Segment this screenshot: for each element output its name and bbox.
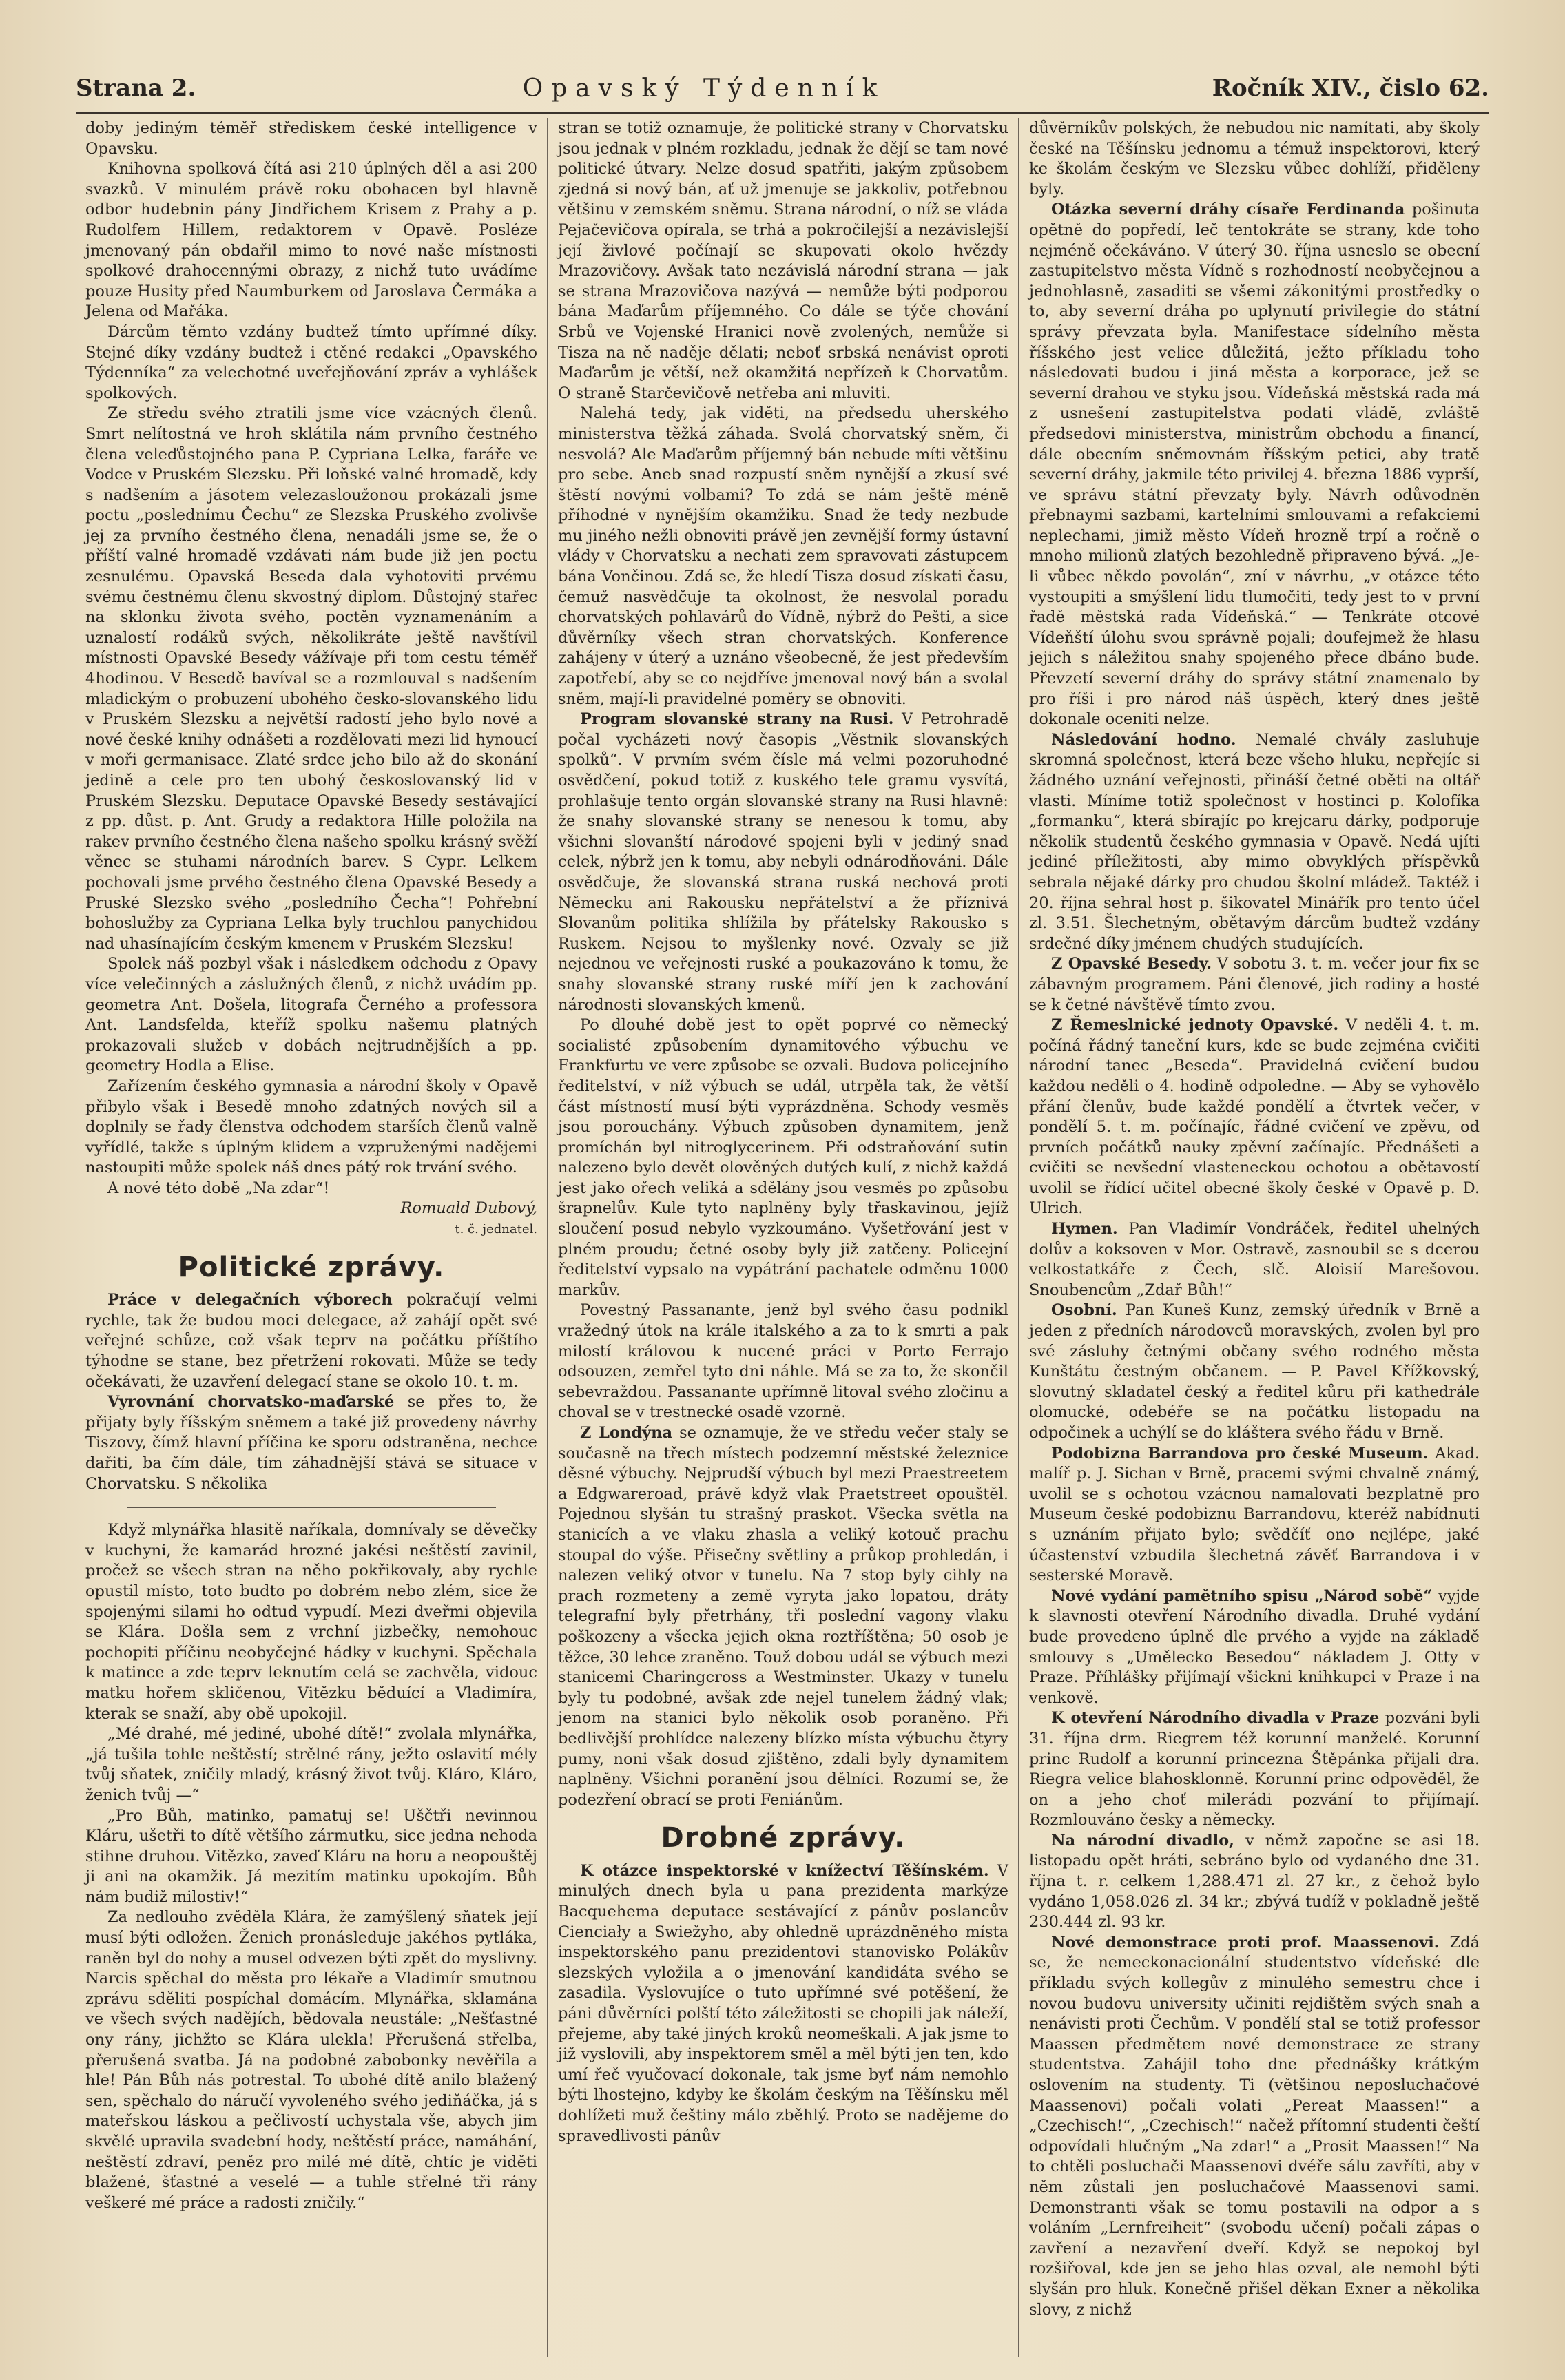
paragraph [1029, 1301, 1480, 1443]
paragraph [1029, 1444, 1480, 1586]
paragraph [1029, 1586, 1480, 1709]
column-1 [76, 118, 547, 2357]
paragraph-text: se oznamuje, že ve středu večer staly se současně na třech místech podzemní městské železnice děsné výbuchy. Nejprudší výbuch byl mezi Praestreetem a Edgwareroad, právě když vlak Praetstreet opouštěl. Pojednou slyšán tu strašný praskot. Všecka světla na stanicích a ve vlaku zhasla a veliký kotouč prachu stoupal do výše. Přisečny světliny a průkop prohledán, i nalezen veliký otvor v tunelu. Na 7 stop byly cihly na prach rozmeteny a země vyryta jako lopatou, dráty telegrafní byly přetrhány, tři poslední vagony vlaku poškozeny a všecka jejich okna roztříštěna; 50 osob je těžce, 30 lehce zraněno. Touž dobou udál se výbuch mezi stanicemi Charingcross a Westminster. Ukazy v tunelu byly tu podobné, avšak zde nejel tunelem žádný vlak; jenom na stanici bylo několik osob poraněno. Při bedlivější prohlídce nalezeny blízko místa výbuchu čtyry pumy, noni však dosud zjištěno, zdali byly dynamitem naplněny. Všichni poranění jsou dělníci. Rozumí se, že podezření obrací se proti Feniánům. [558, 1424, 1008, 1809]
paragraph [1029, 1708, 1480, 1831]
paragraph-text: Pan Vladimír Vondráček, ředitel uhelných dolův a koksoven v Mor. Ostravě, zasnoubil se s dcerou velkostatkáře z Čech, slč. Aloisií Marešovou. Snoubencům „Zdař Bůh!“ [1029, 1220, 1480, 1299]
paragraph [1029, 1015, 1480, 1219]
paragraph: Po dlouhé době jest to opět poprvé co německý socialisté způsobením dynamitového výbuchu ve Frankfurtu ve vere způsobe se ozvali. Budova policejního ředitelství, v níž výbuch se udál, utrpěla tak, že větší část místností musí býti vyprázdněna. Schody vesměs jsou porouchány. Výbuch způsoben dynamitem, jenž promíchán byl nitroglycerinem. Při odstraňování sutin nalezeno bylo devět olověných dutých kulí, z nichž každá jest jako ořech veliká a sdělány jsou vesměs po způsobu šrapnelův. Kule tyto naplněny byly třaskavinou, jejíž sloučení posud nebylo vyzkoumáno. Vyšetřování jest v plném proudu; četné osoby byly již zatčeny. Policejní ředitelství vypsalo na vypátrání pachatele odměnu 1000 markův. [558, 1016, 1008, 1299]
paragraph-heading: Z Opavské Besedy. [1051, 955, 1212, 973]
paragraph: Spolek náš pozbyl však i následkem odchodu z Opavy více velečinných a záslužných členů, z nichž uvádím pp. geometra Ant. Došela, litografa Černého a professora Ant. Landsfelda, kteříž spolku našemu platných prokazovali služeb v dobách nejtrudnějších a pp. geometry Hodla a Elise. [85, 955, 537, 1075]
paragraph: stran se totiž oznamuje, že politické strany v Chorvatsku jsou jednak v plném rozkladu, jednak že dějí se tam nové politické útvary. Nelze dosud spatřiti, jakým způsobem zjedná si nový bán, ať už jmenuje se jakkoliv, potřebnou většinu v zemském sněmu. Strana národní, o níž se vláda Pejačevičova opírala, se trhá a pokročilejší a nezávislejší její živlové počínají se skupovati okolo hvězdy Mrazovičovy. Avšak tato nezávislá národní strana — jak se strana Mrazovičova nazývá — nemůže býti podporou bána Maďarům příjemného. Co dále se týče chování Srbů ve Vojenské Hranici nově zvolených, nemůže si Tisza na ně naděje dělati; neboť srbská nenávist oproti Maďarům je větší, než okamžitá nepřízeň k Chorvatům. O straně Starčevičově netřeba ani mluviti. [558, 119, 1008, 402]
paragraph [558, 1423, 1008, 1810]
paragraph-text: vyjde k slavnosti otevření Národního divadla. Druhé vydání bude provedeno úplně dle prvého a vyjde na základě smlouvy s „Umělecko Besedou“ nákladem J. Otty v Praze. Příhlášky přijímají všickni knihkupci v Praze i na venkově. [1029, 1586, 1480, 1707]
paragraph-text: V minulých dnech byla u pana prezidenta markýze Bacquehema deputace sestávající z pánův poslancův Cienciały a Swiežyho, aby ohledně uprázdněného místa inspektorského panu prezidentovi stanovisko Polákův slezských vyložila a o jmenování kandidáta svého se zasadila. Vyslovujíce o tuto upřímné své potěšení, že páni důvěrníci polští této záležitosti se chopili jak náleží, přejeme, aby také jiných kroků neomeškali. A jak jsme to již vyslovili, aby inspektorem směl a měl býti jen ten, kdo umí řeč vyučovací dokonale, tak jsme byť nám nemohlo býti lhostejno, kdyby ke školám českým na Těšínsku měl dohlížeti muž češtiny málo zběhlý. Proto se nadějeme do spravedlivosti pánův [558, 1861, 1008, 2145]
paragraph-text: v němž započne se asi 18. listopadu opět hráti, sebráno bylo od vydaného dne 31. října t. r. celkem 1,288.471 zl. 27 kr., z čehož bylo vydáno 1,058.026 zl. 34 kr.; zbývá tudíž v pokladně ještě 230.444 zl. 93 kr. [1029, 1831, 1480, 1932]
paragraph: Dárcům těmto vzdány budtež tímto upřímné díky. Stejné díky vzdány budtež i ctěné redakci „Opavského Týdenníka“ za velechotné uveřejňování zpráv a vyhlášek spolkových. [85, 322, 537, 402]
paragraph [1029, 1933, 1480, 2320]
paragraph [558, 1861, 1008, 2146]
paragraph: Knihovna spolková čítá asi 210 úplných děl a asi 200 svazků. V minulém právě roku obohacen byl hlavně odbor hudebnin pány Jindřichem Krisem z Prahy a p. Rudolfem Hillem, redaktorem v Opavě. Posléze jmenovaný pán obdařil mimo to nové naše místnosti spolkové drahocennými obrazy, z nichž tuto uvádíme pouze Husity před Naumburkem od Jaroslava Čermáka a Jelena od Mařáka. [85, 160, 537, 321]
paragraph-text: pozváni byli 31. října drm. Riegrem též korunní manželé. Korunní princ Rudolf a korunní princezna Štěpánka přijali dra. Riegra velice blahosklonně. Korunní princ odpověděl, že on a jeho choť milerádi pozvání to přijímají. Rozmlouváno česky a německy. [1029, 1709, 1480, 1830]
paragraph-heading: Osobní. [1051, 1301, 1117, 1320]
paragraph [1029, 200, 1480, 729]
story-paragraph: „Mé drahé, mé jediné, ubohé dítě!“ zvolala mlynářka, „já tušila tohle neštěstí; strělné rány, ježto oslavití mély tvůj sňatek, zničily mladý, krásný život tvůj. Kláro, Kláro, ženich tvůj —“ [85, 1725, 537, 1804]
paragraph: Povestný Passanante, jenž byl svého času podnikl vražedný útok na krále italského a za to k smrti a pak milostí královou k nucené práci v Porto Ferrajo odsouzen, zemřel tyto dni náhle. Má se za to, že skončil sebevraždou. Passanante upřímně litoval svého zločinu a choval se v trestnecké osadě vzorně. [558, 1301, 1008, 1422]
paragraph-text: V neděli 4. t. m. počíná řádný taneční kurs, kde se bude zejména cvičiti národní tanec „Beseda“. Pravidelná cvičení budou každou neděli o 4. hodině odpoledne. — Aby se vyhovělo přání členův, bude každé pondělí a čtvrtek večer, v pondělí 5. t. m. počínajíc, řádné cvičení ve zpěvu, od prvních počátků nauky zpěvní začínajíc. Přednášeti a cvičiti se nevšední vlasteneckou ochotou a obětavostí uvolil se řídící učitel obecné školy české v Opavě p. D. Ulrich. [1029, 1016, 1480, 1218]
story-paragraph: Když mlynářka hlasitě naříkala, domnívaly se děvečky v kuchyni, že kamarád hrozné jakési neštěstí zavinil, pročež se všech stran na něho pokřikovaly, aby rychle opustil místo, toto budto po dobrém nebo zlém, sice že spojenými silami ho odtud vypudí. Mezi dveřmi objevila se Klára. Došla sem z vrchní jizbečky, nemohouc pochopiti příčinu neobyčejné hádky v kuchyni. Spěchala k matince a zde teprv leknutím celá se zachvěla, vidouc matku hořem skličenou, Vitězku běduící a Vladimíra, kterak se snaží, aby obě upokojil. [85, 1521, 537, 1723]
section-divider [127, 1507, 496, 1508]
columns [76, 118, 1489, 2357]
section-title-politics: Politické zprávy. [178, 1251, 445, 1283]
paragraph [1029, 1831, 1480, 1933]
story-paragraph: Za nedlouho zvěděla Klára, že zamýšlený sňatek její musí býti odložen. Ženich pronásleduje jakéhos pytláka, raněn byl do nohy a musel odvezen býti zpět do myslivny. Narcis spěchal do města pro lékaře a Vladimír smutnou zprávu sděliti pospíchal domácím. Mlynářka, sklamána ve všech svých nadějích, bědovala neustále: „Nešťastné ony rány, jichžto se Klára ulekla! Přerušená střelba, přerušená svatba. Já na podobné zabobonky nevěřila a hle! Pán Bůh nás potrestal. To ubohé dítě anilo blažený sen, spěchalo do náručí vyvoleného svého jediňáčka, já s mateřskou láskou a pečlivostí uchystala vše, abych jim skvělé upravila svadební hody, neštěstí práce, namáhání, neštěstí zdraví, peněz pro milé mé dítě, chtíc je viděti blažené, šťastné a veselé — a tuhle střelné tři rány veškeré mé práce a radosti zničily.“ [85, 1908, 537, 2212]
paragraph-heading: Na národní divadlo, [1051, 1831, 1234, 1850]
paragraph: Zařízením českého gymnasia a národní školy v Opavě přibylo však i Besedě mnoho zdatných nových sil a doplnily se řady členstva odchodem starších členů valně vyřídlé, takže s úplným klidem a vzpruženými nadějemi nastoupiti může spolek náš dnes pátý rok trvání svého. [85, 1077, 537, 1177]
paragraph [1029, 730, 1480, 955]
signature-role: t. č. jednatel. [455, 1222, 537, 1237]
story-paragraph: „Pro Bůh, matinko, pamatuj se! Uščtři nevinnou Kláru, ušetři to dítě většího zármutku, sice jedna nehoda stihne druhou. Vitězko, zaveď Kláru na horu a neopouštěj ji ani na okamžik. Já mezitím matinku upokojím. Bůh nám budiž milostiv!“ [85, 1806, 537, 1906]
paragraph-heading: Otázka severní dráhy císaře Ferdinanda [1051, 200, 1405, 219]
paragraph-heading: K otevření Národního divadla v Praze [1051, 1709, 1380, 1728]
newspaper-title: Opavský Týdenník [522, 74, 886, 103]
issue-info: Ročník XIV., čislo 62. [1212, 74, 1489, 102]
section-title-short-news: Drobné zprávy. [661, 1822, 906, 1854]
paragraph: Nalehá tedy, jak viděti, na předsedu uherského ministerstva těžká záhada. Svolá chorvatský sněm, či nesvolá? Ale Maďarům příjemný bán nebude míti většinu pro sebe. Aneb snad rozpustí sněm nynější a zkusí své štěstí novými volbami? To zdá se nám ještě méně příhodné v nynějším okamžiku. Snad že tedy nezbude mu jiného nežli obnoviti právě jen zevnější formy ústavní vlády v Chorvatsku a nechati zem spravovati zástupcem bána Vončinou. Zdá se, že hledí Tisza dosud získati času, čemuž nasvědčuje ta okolnost, že nesvolal poradu chorvatských pohlavárů do Vídně, nýbrž do Pešti, a sice důvěrníky všech stran chorvatských. Konference zahájeny v úterý a uznáno všeobecně, že jest především zapotřebí, aby se co nejdříve jmenoval nový bán a svolal sněm, mají-li pravidelné poměry se obnoviti. [558, 404, 1008, 708]
paragraph-heading: Vyrovnání chorvatsko-maďarské [107, 1393, 395, 1411]
paragraph-heading: Z Řemeslnické jednoty Opavské. [1051, 1016, 1339, 1035]
signature: Romuald Dubový, [400, 1199, 537, 1218]
paragraph [85, 1290, 537, 1392]
paragraph-heading: Práce v delegačních výborech [107, 1291, 393, 1310]
column-3 [1018, 118, 1489, 2357]
page-header [76, 68, 1489, 109]
paragraph-text: Akad. malíř p. J. Sichan v Brně, pracemi svými chvalně známý, uvolil se s ochotou vzácnou namalovati bezplatně pro Museum české podobiznu Barrandovu, kteréž nabídnuti s uznáním přijato bylo; svědčíť ono nejlépe, jaké účastenství vzbudila šlechetná závěť Barrandova i v sesterské Moravě. [1029, 1444, 1480, 1585]
paragraph [1029, 954, 1480, 1015]
paragraph: A nové této době „Na zdar“! [107, 1179, 330, 1197]
column-2 [547, 118, 1018, 2357]
paragraph-text: pokračují velmi rychle, tak že budou moci delegace, až zahájí opět své veřejné schůze, což však teprv na počátku příštího týhodne se stane, bez přetržení rokovati. Může se tedy očekávati, že uzavření delegací stane se okolo 10. t. m. [85, 1291, 537, 1391]
paragraph-heading: Program slovanské strany na Rusi. [580, 710, 894, 729]
paragraph-text: V Petrohradě počal vycházeti nový časopis „Věstnik slovanských spolků“. V prvním svém čísle má velmi pozoruhodné osvědčení, pokud totiž z kuského tele gramu vysvítá, prohlašuje tento orgán slovanské strany na Rusi hlavně: že snahy slovanské strany se nenesou k tomu, aby všichni slovanští národové spojeni byli v jediný snad celek, nýbrž jen k tomu, aby nebyli odnárodňováni. Dále osvědčuje, že slovanská strana ruská nechová proti Německu ani Rakousku nepřátelství a že příznivá Slovanům politika shlížila by přátelsky Rakousko s Ruskem. Nejsou to myšlenky nové. Ozvaly se již nejednou ve veřejnosti ruské a poukazováno k tomu, že snahy slovanské strany ruské míří jen k zachování národnosti slovanských kmenů. [558, 710, 1008, 1014]
paragraph-text: pošinuta opětně do popředí, leč tentokráte se strany, kde toho nejméně očekáváno. V úterý 30. října usneslo se obecní zastupitelstvo města Vídně s rozhodností neobyčejnou a jednohlasně, zasaditi se všemi zákonitými prostředky o to, aby severní dráha po uplynutí privilegie do státní správy převzata byla. Manifestace sídelního města říšského jest velice důležitá, ježto příkladu toho následovati budou i jiná města a korporace, jež se severní drahou ve styku jsou. Vídeňská městská rada má z usnešení zastupitelstva podati vládě, zvláště předsedovi ministerstva, ministrům obchodu a financí, dále obecním sněmovnám říšským petici, aby tratě severní dráhy, jakmile této privilej 4. března 1886 vyprší, ve správu státní převzaty byly. Návrh odůvodněn přebnaymi sazbami, kartelními smlouvami a refakciemi neplechami, jimiž město Vídeň hrozně trpí a ročně o mnoho milionů zlatých bezohledně připraveno bývá. „Je-li vůbec někdo povolán“, zní v návrhu, „v otázce této vystoupiti a smýšlení lidu tlumočiti, tedy jest to v první řadě městská rada Vídeňská.“ — Tenkráte otcové Vídeňští úlohu svou správně pojali; doufejmež že hlasu jejich s náležitou snahy spojeného přece dbáno bude. Převzetí severní dráhy do správy státní znamenalo by pro říši i pro národ náš úspěch, který dnes ještě dokonale oceniti nelze. [1029, 200, 1480, 729]
paragraph-text: Pan Kuneš Kunz, zemský úředník v Brně a jeden z předních národovců moravských, zvolen byl pro své zásluhy četnými občany svého rodného města Kunštátu čestným občanem. — P. Pavel Křížkovský, slovutný skladatel český a ředitel kůru při kathedrále olomucké, odebéře se na počátku listopadu na odpočinek a uchýlí se do kláštera svého řádu v Brně. [1029, 1301, 1480, 1442]
header-rule [76, 112, 1489, 114]
paragraph-text: V sobotu 3. t. m. večer jour fix se zábavným programem. Páni členové, jich rodiny a hosté se k četné návštěvě tímto zvou. [1029, 955, 1480, 1014]
paragraph-heading: Následování hodno. [1051, 730, 1236, 749]
paragraph-heading: Nové demonstrace proti prof. Maassenovi. [1051, 1933, 1440, 1952]
paragraph-heading: Hymen. [1051, 1220, 1118, 1239]
page-number: Strana 2. [76, 74, 196, 102]
paragraph-text: Zdá se, že nemeckonacionální studentstvo vídeňské dle příkladu svých kollegův z minulého semestru chce i novou budovu university učiniti rejdištěm svých snah a nenávisti proti Čechům. V pondělí stal se totiž professor Maassen předmětem nové demonstrace ze strany studentstva. Zahájil toho dne přednášky krátkým oslovením na studenty. Ti (většinou neposluchačové Maassenovi) počali volati „Pereat Maassen!“ a „Czechisch!“, „Czechisch!“ načež přítomní studenti čeští odpovídali hlučným „Na zdar!“ a „Prosit Maassen!“ Na to chtěli posluchači Maassenovi dvéře sálu zavříti, aby v něm zůstali jen posluchačové Maassenovi sami. Demonstranti však se tomu postavili na odpor a s voláním „Lernfreiheit“ (svobodu učení) počali zápas o zavření a nezavření dveří. Když se nepokoj byl rozšiřoval, kde jen se jeho hlas ozval, ale nemohl býti slyšán pro hluk. Konečně přišel děkan Exner a několika slovy, z nichž [1029, 1933, 1480, 2319]
paragraph: důvěrníkův polských, že nebudou nic namítati, aby školy české na Těšínsku jednomu a témuž inspektorovi, který ke školám českým ve Slezsku vůbec dohlíží, přiděleny byly. [1029, 119, 1480, 198]
paragraph: Ze středu svého ztratili jsme více vzácných členů. Smrt nelítostná ve hroh sklátila nám prvního čestného člena veleďůstojného pana P. Cypriana Lelka, faráře ve Vodce v Pruském Slezsku. Při loňské valné hromadě, kdy s nadšením a jásotem velezasloužonou prokázali jsme poctu „poslednímu Čechu“ ze Slezska Pruského zvolivše jej za prvního čestného člena, nenadáli jsme se, že o příští valné hromadě vzdávati nám bude již jen poctu zesnulému. Opavská Beseda dala vyhotoviti prvému svému čestnému členu skvostný diplom. Důstojný stařec na sklonku života svého, poctěn vyznamenáním a uznalostí rodáků svých, několikráte ještě navštívil místnosti Opavské Besedy vážívaje při tom cestu téměř 4hodinou. V Besedě bavíval se a rozmlouval s nadšením mladickým o probuzení ubohého česko-slovanského lidu v Pruském Slezsku a největší radostí jeho bylo nové a nové české knihy odnášeti a rozdělovati mezi lid hynoucí v moři germanisace. Zlaté srdce jeho bilo až do skonání jedině a cele pro ten ubohý českoslovanský lid v Pruském Slezsku. Deputace Opavské Besedy sestávající z pp. důst. p. Ant. Grudy a redaktora Hille položila na rakev prvního čestného člena našeho spolku krásný svěží věnec se stuhami národních barev. S Cypr. Lelkem pochovali jsme prvého čestného člena Opavské Besedy a Pruské Slezsko svého „posledního Čecha“! Pohřební bohoslužby za Cypriana Lelka byly truchlou panychidou nad uhasínajícím českým kmenem v Pruském Slezsku! [85, 404, 537, 953]
paragraph-text: Nemalé chvály zasluhuje skromná společnost, která beze všeho hluku, nepřejíc si žádného uznání veřejnosti, přináší četné oběti na oltář vlasti. Míníme totiž společnost v hostinci p. Kolofíka „formanku“, která sbírajíc po krejcaru dárky, podporuje několik studentů českého gymnasia v Opavě. Nedá ujíti jediné příležitosti, aby mimo obvyklých příspěvků sebrala nějaké dárky pro chudou školní mládež. Taktéž i 20. října sehral host p. šikovatel Minářík pro tento účel zl. 3.51. Šlechetným, obětavým dárcům budtež vzdány srdečné díky jménem chudých studujících. [1029, 730, 1480, 953]
paragraph-heading: Z Londýna [580, 1424, 673, 1442]
paragraph-heading: Podobizna Barrandova pro české Museum. [1051, 1444, 1429, 1462]
paragraph-text: se přes to, že přijaty byly říšským sněmem a také již provedeny návrhy Tiszovy, čímž hlavní příčina ke sporu odstraněna, nechce dařiti, ba čím dále, tím záhadnější stává se situace v Chorvatsku. S několika [85, 1393, 537, 1493]
paragraph [1029, 1219, 1480, 1301]
paragraph [85, 1392, 537, 1494]
paragraph-heading: K otázce inspektorské v knížectví Těšínském. [580, 1861, 989, 1880]
paragraph-heading: Nové vydání pamětního spisu „Národ sobě“ [1051, 1586, 1433, 1605]
paragraph: doby jediným téměř střediskem české intelligence v Opavsku. [85, 119, 537, 158]
paragraph [558, 710, 1008, 1015]
